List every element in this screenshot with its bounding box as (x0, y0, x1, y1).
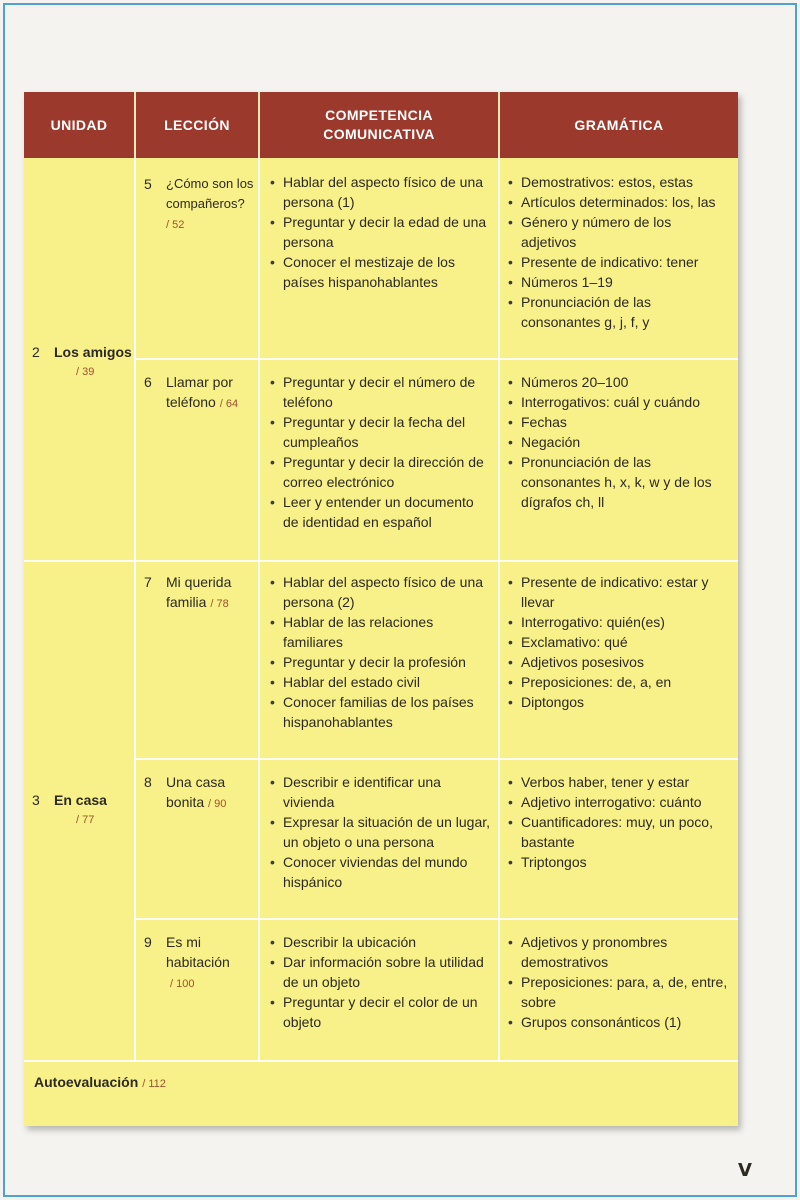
unit-page: / 39 (76, 366, 95, 378)
list-item: • Números 20–100 (506, 372, 730, 392)
list-item: • Género y número de los adjetivos (506, 212, 730, 252)
unit-2 (32, 342, 132, 382)
list-item: • Presente de indicativo: tener (506, 252, 730, 272)
list-item: • Demostrativos: estos, estas (506, 172, 730, 192)
list-item: • Dar información sobre la utilidad de un objeto (268, 952, 490, 992)
gramatica-l8 (506, 772, 730, 872)
autoevaluacion-page: / 112 (142, 1078, 166, 1090)
gramatica-l9 (506, 932, 730, 1032)
lesson-number: 5 (144, 176, 152, 192)
list-item: • Hablar de las relaciones familiares (268, 612, 490, 652)
lesson-number: 9 (144, 934, 152, 950)
lesson-number: 7 (144, 574, 152, 590)
list-item: • Expresar la situación de un lugar, un objeto o una persona (268, 812, 490, 852)
competencias-l9 (268, 932, 490, 1032)
list-item: • Triptongos (506, 852, 730, 872)
unit-name: Los amigos (54, 344, 132, 360)
list-item: • Conocer viviendas del mundo hispánico (268, 852, 490, 892)
list-item: • Interrogativos: cuál y cuándo (506, 392, 730, 412)
competencias-l7 (268, 572, 490, 732)
list-item: • Hablar del aspecto físico de una persona (2) (268, 572, 490, 612)
list-item: • Conocer el mestizaje de los países hispanohablantes (268, 252, 490, 292)
list-item: • Artículos determinados: los, las (506, 192, 730, 212)
list-item: • Preguntar y decir el número de teléfono (268, 372, 490, 412)
unit-page: / 77 (76, 814, 95, 826)
header-gramatica: GRAMÁTICA (574, 116, 664, 133)
list-item: • Cuantificadores: muy, un poco, bastante (506, 812, 730, 852)
list-item: • Preposiciones: de, a, en (506, 672, 730, 692)
autoevaluacion-label: Autoevaluación (34, 1074, 139, 1090)
lesson-number: 8 (144, 774, 152, 790)
list-item: • Fechas (506, 412, 730, 432)
lesson-page: / 100 (170, 978, 195, 990)
lesson-number: 6 (144, 374, 152, 390)
list-item: • Verbos haber, tener y estar (506, 772, 730, 792)
unit-3 (32, 790, 107, 830)
list-item: • Describir e identificar una vivienda (268, 772, 490, 812)
list-item: • Leer y entender un documento de identidad en español (268, 492, 490, 532)
list-item: • Grupos consonánticos (1) (506, 1012, 730, 1032)
list-item: • Preguntar y decir la profesión (268, 652, 490, 672)
list-item: • Conocer familias de los países hispanohablantes (268, 692, 490, 732)
gramatica-l6 (506, 372, 730, 512)
list-item: • Preguntar y decir la dirección de correo electrónico (268, 452, 490, 492)
lesson-page: / 64 (219, 398, 239, 410)
lesson-page: / 78 (210, 598, 229, 610)
header-unidad: UNIDAD (50, 116, 108, 133)
competencias-l5 (268, 172, 490, 292)
list-item: • Pronunciación de las consonantes g, j, f, y (506, 292, 730, 332)
list-item: • Preposiciones: para, a, de, entre, sobre (506, 972, 730, 1012)
lesson-title: Mi querida familia (166, 574, 232, 610)
list-item: • Exclamativo: qué (506, 632, 730, 652)
contents-table (24, 92, 738, 1126)
gramatica-l7 (506, 572, 730, 712)
list-item: • Preguntar y decir la edad de una persona (268, 212, 490, 252)
lesson-page: / 90 (208, 798, 227, 810)
list-item: • Preguntar y decir el color de un objeto (268, 992, 490, 1032)
lesson-title: ¿Cómo son los compañeros? (166, 176, 254, 211)
list-item: • Interrogativo: quién(es) (506, 612, 730, 632)
list-item: • Presente de indicativo: estar y llevar (506, 572, 730, 612)
page-number: V (738, 1160, 752, 1181)
table-header (24, 92, 738, 158)
header-competencia: COMPETENCIA COMUNICATIVA (323, 107, 435, 142)
lesson-page: / 52 (166, 219, 185, 231)
unit-name: En casa (54, 792, 107, 808)
list-item: • Diptongos (506, 692, 730, 712)
unit-number: 2 (32, 344, 40, 360)
list-item: • Adjetivo interrogativo: cuánto (506, 792, 730, 812)
list-item: • Pronunciación de las consonantes h, x, k, w y de los dígrafos ch, ll (506, 452, 730, 512)
list-item: • Adjetivos posesivos (506, 652, 730, 672)
gramatica-l5 (506, 172, 730, 332)
header-leccion: LECCIÓN (164, 116, 230, 133)
list-item: • Describir la ubicación (268, 932, 490, 952)
lesson-title: Llamar por teléfono (166, 374, 233, 410)
competencias-l8 (268, 772, 490, 892)
autoevaluacion-row (34, 1074, 166, 1090)
list-item: • Hablar del estado civil (268, 672, 490, 692)
list-item: • Adjetivos y pronombres demostrativos (506, 932, 730, 972)
list-item: • Números 1–19 (506, 272, 730, 292)
list-item: • Hablar del aspecto físico de una persona (1) (268, 172, 490, 212)
unit-number: 3 (32, 792, 40, 808)
list-item: • Preguntar y decir la fecha del cumpleaños (268, 412, 490, 452)
competencias-l6 (268, 372, 490, 532)
list-item: • Negación (506, 432, 730, 452)
lesson-title: Es mi habitación (166, 934, 230, 970)
lesson-title: Una casa bonita (166, 774, 226, 810)
